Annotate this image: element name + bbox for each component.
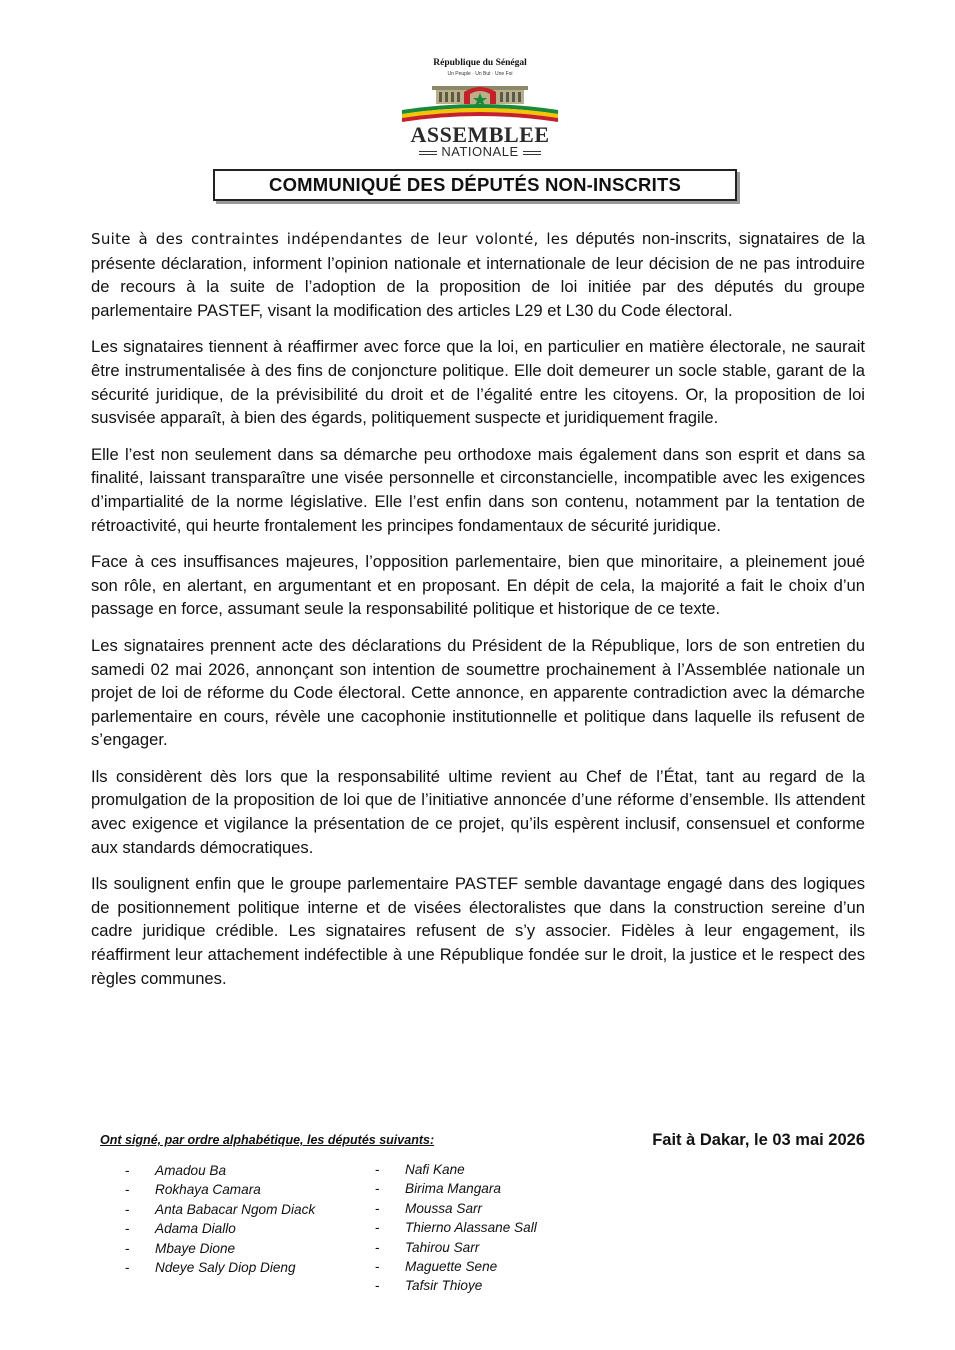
signatories-column-2 (375, 1160, 537, 1296)
assemblee-nationale-logo (380, 58, 580, 162)
signatory: - Moussa Sarr (375, 1199, 537, 1218)
signatory: - Ndeye Saly Diop Dieng (125, 1258, 315, 1277)
paragraph-1 (91, 227, 865, 322)
communique-body (91, 227, 865, 1003)
paragraph-3: Elle l’est non seulement dans sa démarche peu orthodoxe mais également dans son esprit et dans sa finalité, laissant transparaître une visée personnelle et circonstancielle, incompatible avec les exigences d’impartialité de la norme législative. Elle l’est enfin dans son contenu, notamment par la tentation de rétroactivité, qui heurte frontalement les principes fondamentaux de sécurité juridique. (91, 444, 865, 535)
logo-rule-left (419, 151, 437, 155)
signatory: - Nafi Kane (375, 1160, 537, 1179)
logo-nationale-row (380, 144, 580, 159)
title-box (213, 169, 737, 201)
signatory: - Maguette Sene (375, 1257, 537, 1276)
paragraph-6: Ils considèrent dès lors que la responsabilité ultime revient au Chef de l’État, tant au regard de la promulgation de la proposition de loi que de l’initiative annoncée d’une réforme d’ensemble. Ils attendent avec exigence et vigilance la présentation de ce projet, qu’ils espèrent inclusif, consensuel et conforme aux standards démocratiques. (91, 766, 865, 857)
logo-assemblee-text: ASSEMBLEE (410, 122, 550, 147)
signatory: - Thierno Alassane Sall (375, 1218, 537, 1237)
place-and-date: Fait à Dakar, le 03 mai 2026 (652, 1131, 865, 1149)
signatory: - Mbaye Dione (125, 1239, 315, 1258)
paragraph-4: Face à ces insuffisances majeures, l’opposition parlementaire, bien que minoritaire, a pleinement joué son rôle, en alertant, en argumentant et en proposant. En dépit de cela, la majorité a fait le choix d’un passage en force, assumant seule la responsabilité politique et historique de ce texte. (91, 552, 865, 619)
paragraph-1-rest: députés non-inscrits, signataires de la présente déclaration, informent l’opinion nationale et internationale de leur décision de ne pas introduire de recours à la suite de l’adoption de la proposition de loi initiée par des députés du groupe parlementaire PASTEF, visant la modification des articles L29 et L30 du Code électoral. (91, 229, 865, 320)
logo-rule-right (523, 151, 541, 155)
signatory: - Tahirou Sarr (375, 1238, 537, 1257)
parliament-building-icon (402, 80, 558, 124)
signatory: - Adama Diallo (125, 1219, 315, 1238)
logo-republic-text: République du Sénégal (433, 58, 527, 68)
paragraph-2: Les signataires tiennent à réaffirmer avec force que la loi, en particulier en matière électorale, ne saurait être instrumentalisée à des fins de conjoncture politique. Elle doit demeurer un socle stable, garant de la sécurité juridique, de la prévisibilité du droit et de l’égalité entre les citoyens. Or, la proposition de loi susvisée apparaît, à bien des égards, politiquement suspecte et juridiquement fragile. (91, 337, 865, 428)
signatories-heading: Ont signé, par ordre alphabétique, les députés suivants: (100, 1133, 435, 1147)
signatory: - Tafsir Thioye (375, 1276, 537, 1295)
document-title: COMMUNIQUÉ DES DÉPUTÉS NON-INSCRITS (269, 174, 681, 195)
logo-nationale-text: NATIONALE (441, 144, 519, 159)
signatories-column-1 (125, 1161, 315, 1277)
signatory: - Rokhaya Camara (125, 1180, 315, 1199)
signatory: - Amadou Ba (125, 1161, 315, 1180)
logo-motto-text: Un Peuple · Un But · Une Foi (447, 71, 513, 77)
signatory: - Birima Mangara (375, 1179, 537, 1198)
paragraph-1-lead: Suite à des contraintes indépendantes de leur volonté, les (91, 230, 569, 248)
signatory: - Anta Babacar Ngom Diack (125, 1200, 315, 1219)
paragraph-7: Ils soulignent enfin que le groupe parlementaire PASTEF semble davantage engagé dans des logiques de positionnement politique interne et de visées électoralistes que dans la construction sereine d’un cadre juridique crédible. Les signataires refusent de s’y associer. Fidèles à leur engagement, ils réaffirment leur attachement indéfectible à une République fondée sur le droit, la justice et le respect des règles communes. (91, 874, 865, 988)
paragraph-5: Les signataires prennent acte des déclarations du Président de la République, lors de son entretien du samedi 02 mai 2026, annonçant son intention de soumettre prochainement à l’Assemblée nationale un projet de loi de réforme du Code électoral. Cette annonce, en apparente contradiction avec la démarche parlementaire en cours, révèle une cacophonie institutionnelle et politique dans laquelle ils refusent de s’engager. (91, 635, 865, 750)
